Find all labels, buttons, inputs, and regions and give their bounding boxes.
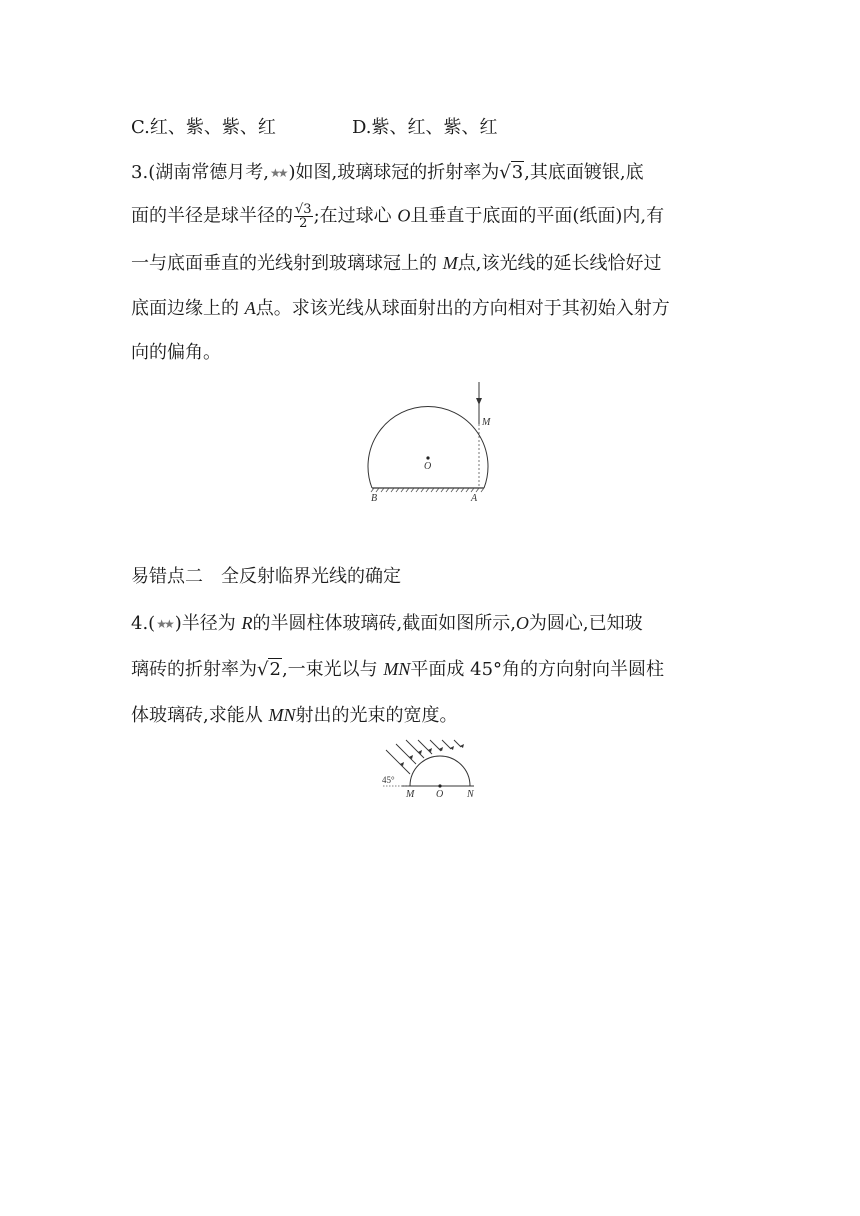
q3-text: 点,该光线的延长线恰好过 [457, 253, 662, 274]
semicircle [410, 756, 470, 786]
q3-line-5 [131, 341, 221, 365]
q4-text: 射出的光束的宽度。 [295, 705, 458, 726]
var-r: R [241, 613, 253, 633]
arrow-icon [450, 746, 454, 750]
label-b: B [371, 493, 378, 504]
q3-figure [360, 378, 500, 504]
q3-source: (湖南常德月考, [148, 162, 269, 183]
fraction [294, 203, 313, 230]
q3-line-4 [131, 296, 670, 321]
option-c: C.红、紫、紫、红 [131, 117, 276, 138]
q3-text: 面的半径是球半径的 [131, 205, 293, 227]
q3-text: 一与底面垂直的光线射到玻璃球冠上的 [131, 253, 443, 274]
ray-arrows [400, 744, 464, 766]
center-point [426, 456, 429, 459]
label-m: M [406, 789, 415, 800]
sqrt-expression: √3 [499, 162, 524, 183]
q4-text: 为圆心,已知玻 [528, 613, 643, 634]
var-m: M [442, 253, 458, 273]
fraction-numerator: √3 [295, 202, 312, 217]
base-hatching [371, 488, 484, 492]
q3-text: 且垂直于底面的平面(纸面)内,有 [410, 205, 665, 227]
section-title [131, 565, 401, 589]
q3-line-1 [131, 161, 644, 185]
q3-text: ,其底面镀银,底 [524, 162, 644, 183]
q4-text: 璃砖的折射率为 [131, 659, 257, 680]
sqrt-expression: √2 [257, 659, 281, 680]
q3-line-3 [131, 251, 661, 276]
q4-text: 体玻璃砖,求能从 [131, 705, 269, 726]
q4-text: 平面成 45°角的方向射向半圆柱 [410, 659, 665, 680]
options-line [131, 116, 276, 140]
q4-text: ,一束光以与 [281, 659, 384, 680]
label-a: A [471, 493, 478, 504]
sqrt-radicand: 2 [269, 659, 281, 680]
q4-line-1 [131, 611, 643, 636]
label-angle: 45° [382, 775, 395, 785]
q3-text: ;在过球心 [313, 205, 398, 227]
q3-text: 底面边缘上的 [131, 298, 245, 319]
label-n: N [467, 789, 474, 800]
difficulty-stars-icon: ★★ [156, 617, 172, 631]
q3-text: 向的偏角。 [131, 342, 221, 363]
incident-rays [386, 740, 461, 774]
q4-line-2 [131, 657, 664, 682]
center-point [438, 784, 441, 787]
var-mn: MN [383, 659, 411, 679]
q3-line-2 [131, 203, 664, 230]
q4-text: )半径为 [174, 613, 242, 634]
label-o: O [436, 789, 444, 800]
q4-figure [378, 738, 482, 800]
var-a: A [244, 298, 256, 318]
section-title-text: 易错点二 全反射临界光线的确定 [131, 566, 401, 587]
q4-number: 4.( [131, 613, 156, 634]
label-m: M [482, 417, 491, 428]
q3-text: 点。求该光线从球面射出的方向相对于其初始入射方 [255, 298, 670, 319]
var-o: O [397, 205, 411, 226]
q3-number: 3. [131, 162, 149, 183]
sqrt-radicand: 3 [511, 162, 524, 183]
arrow-down-icon [476, 398, 482, 405]
var-mn: MN [268, 705, 296, 725]
q4-line-3 [131, 703, 457, 728]
difficulty-stars-icon: ★★ [269, 166, 286, 180]
fraction-denominator: 2 [299, 216, 308, 231]
options-line-d [352, 116, 498, 140]
cap-arc [368, 406, 488, 488]
fraction-numerator-value: 3 [303, 202, 312, 217]
arrow-icon [460, 744, 464, 748]
option-d: D.紫、红、紫、红 [352, 117, 498, 138]
q4-text: 的半圆柱体玻璃砖,截面如图所示, [252, 613, 516, 634]
q3-text: )如图,玻璃球冠的折射率为 [288, 162, 500, 183]
var-o: O [515, 613, 529, 633]
label-o: O [424, 461, 432, 472]
